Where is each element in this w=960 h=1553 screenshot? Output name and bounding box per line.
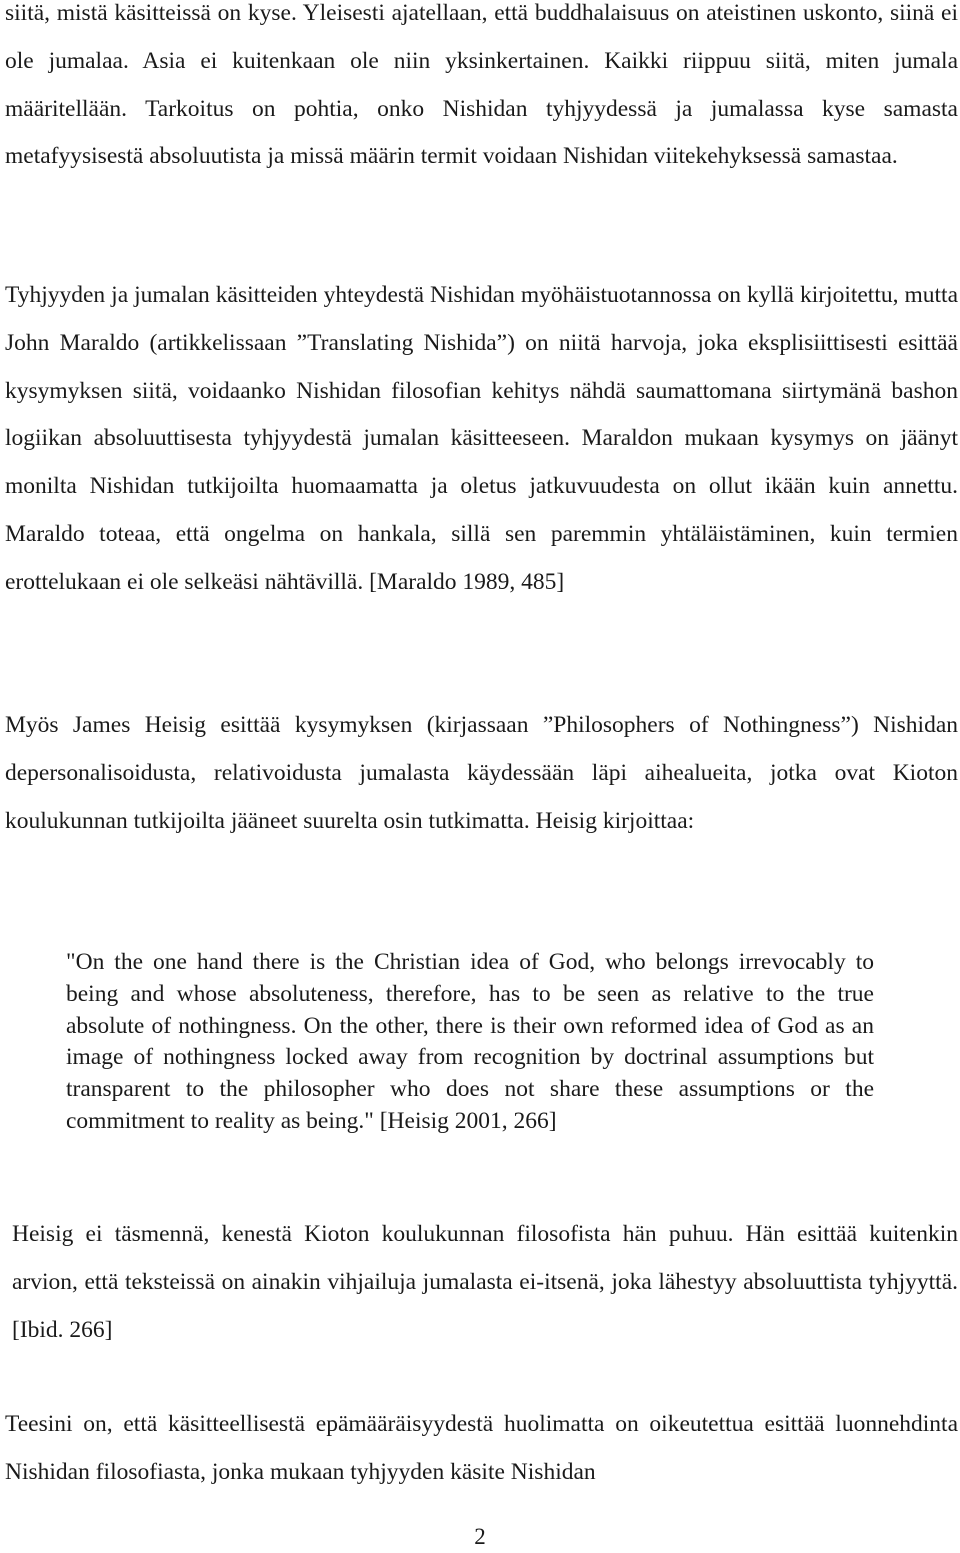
paragraph-intro: siitä, mistä käsitteissä on kyse. Yleisesti ajatellaan, että buddhalaisuus on ateistinen uskonto, siinä ei ole jumalaa. Asia ei kuitenkaan ole niin yksinkertainen. Kaikki riippuu siitä, miten jumala määritellään. Tarkoitus on pohtia, onko Nishidan tyhjyydessä ja jumalassa kyse samasta metafyysisestä absoluutista ja missä määrin termit voidaan Nishidan viitekehyksessä samastaa. [5,0,958,170]
heisig-quote: "On the one hand there is the Christian idea of God, who belongs irrevocably to being and whose absoluteness, therefore, has to be seen as relative to the true absolute of nothingness. On the other, there is their own reformed idea of God as an image of nothingness locked away from recognition by doctrinal assumptions but transparent to the philosopher who does not share these assumptions or the commitment to reality as being." [Heisig 2001, 266] [66,949,874,1134]
page-number: 2 [474,1524,486,1549]
paragraph-thesis: Teesini on, että käsitteellisestä epämääräisyydestä huolimatta on oikeutettua esittää luonnehdinta Nishidan filosofiasta, jonka mukaan tyhjyyden käsite Nishidan [5,1411,958,1485]
paragraph-heisig-comment: Heisig ei täsmennä, kenestä Kioton koulukunnan filosofista hän puhuu. Hän esittää kuitenkin arvion, että teksteissä on ainakin vihjailuja jumalasta ei-itsenä, joka lähestyy absoluuttista tyhjyyttä. [Ibid. 266] [12,1221,958,1343]
paragraph-heisig: Myös James Heisig esittää kysymyksen (kirjassaan ”Philosophers of Nothingness”) Nishidan depersonalisoidusta, relativoidusta jumalasta käydessään läpi aihealueita, jotka ovat Kioton koulukunnan tutkijoilta jääneet suurelta osin tutkimatta. Heisig kirjoittaa: [5,712,958,834]
paragraph-maraldo: Tyhjyyden ja jumalan käsitteiden yhteydestä Nishidan myöhäistuotannossa on kyllä kirjoitettu, mutta John Maraldo (artikkelissaan ”Translating Nishida”) on niitä harvoja, joka eksplisiittisesti esittää kysymyksen siitä, voidaanko Nishidan filosofian kehitys nähdä saumattomana siirtymänä bashon logiikan absoluuttisesta tyhjyydestä jumalan käsitteeseen. Maraldon mukaan kysymys on jäänyt monilta Nishidan tutkijoilta huomaamatta ja oletus jatkuvuudesta on ollut ikään kuin annettu. Maraldo toteaa, että ongelma on hankala, sillä sen paremmin yhtäläistäminen, kuin termien erottelukaan ei ole selkeäsi nähtävillä. [Maraldo 1989, 485] [5,282,958,595]
